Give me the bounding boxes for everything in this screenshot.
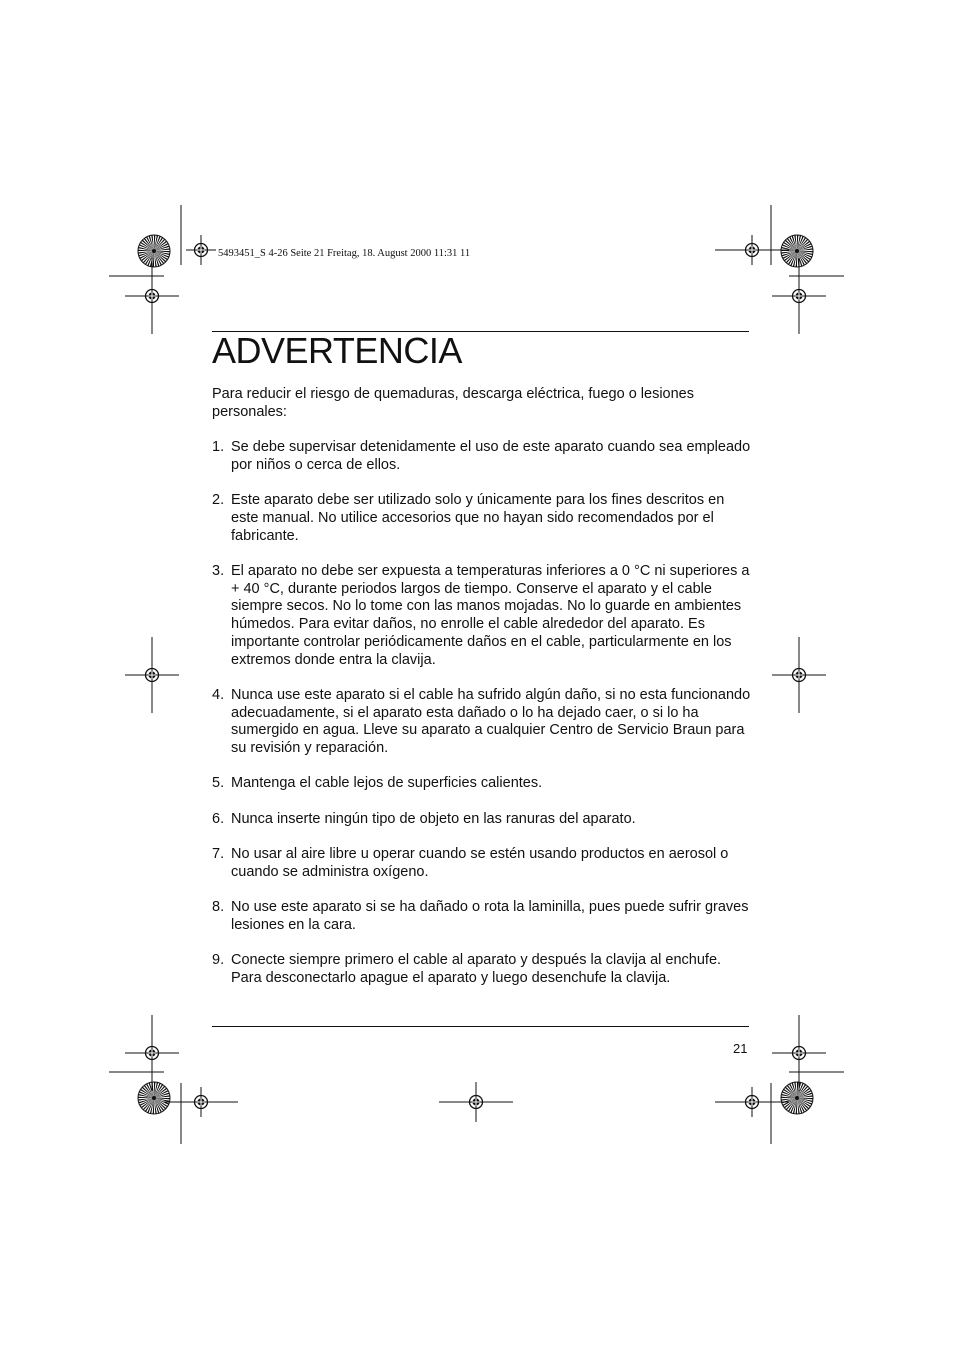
warning-item (212, 846, 752, 881)
registration-mark-icon (186, 235, 216, 265)
warning-text: No use este aparato si se ha dañado o rota la laminilla, pues puede sufrir graves lesiones en la cara. (231, 899, 749, 933)
warning-text: Se debe supervisar detenidamente el uso de este aparato cuando sea empleado por niños o cerca de ellos. (231, 439, 751, 473)
warning-number: 5. (212, 775, 225, 792)
warning-item (212, 492, 752, 545)
warning-text: Nunca use este aparato si el cable ha sufrido algún daño, si no esta funcionando adecuadamente, si el aparato esta dañado o lo ha dejado caer, o si lo ha sumergido en agua. Lleve su aparato a cualquier Centro de Servicio Braun para su revisión y reparación. (231, 686, 751, 756)
warning-item (212, 811, 752, 829)
warning-number: 4. (212, 686, 225, 703)
registration-mark-icon (125, 1015, 179, 1091)
warning-item (212, 775, 752, 793)
warning-text: Mantenga el cable lejos de superficies calientes. (231, 775, 543, 792)
registration-mark-icon (125, 258, 179, 334)
warning-number: 7. (212, 846, 225, 863)
warning-item (212, 899, 752, 934)
warning-text: Este aparato debe ser utilizado solo y únicamente para los fines descritos en este manual. No utilice accesorios que no hayan sido recomendados por el fabricante. (231, 492, 725, 544)
star-target-icon (781, 235, 813, 267)
registration-mark-icon (772, 637, 826, 713)
warning-number: 6. (212, 810, 225, 827)
registration-mark-icon (715, 1087, 789, 1117)
star-target-icon (781, 1082, 813, 1114)
warning-text: Nunca inserte ningún tipo de objeto en las ranuras del aparato. (231, 810, 636, 827)
warning-item (212, 687, 752, 758)
registration-mark-icon (715, 235, 789, 265)
star-target-icon (138, 235, 170, 267)
page-number: 21 (733, 1041, 748, 1056)
warning-number: 9. (212, 952, 225, 969)
star-target-icon (138, 1082, 170, 1114)
registration-mark-icon (772, 1015, 826, 1091)
registration-mark-icon (164, 1087, 238, 1117)
warning-text: El aparato no debe ser expuesta a temperaturas inferiores a 0 °C ni superiores a + 40 °C, durante periodos largos de tiempo. Conserve el aparato y el cable siempre secos. No lo tome con las manos mojadas. No lo guarde en ambientes húmedos. Para evitar daños, no enrolle el cable alrededor del aparato. Es importante controlar periódicamente daños en el cable, particularmente en los extremos donde entra la clavija. (231, 562, 750, 668)
warning-item (212, 563, 752, 669)
page-title: ADVERTENCIA (212, 330, 462, 371)
intro-paragraph: Para reducir el riesgo de quemaduras, descarga eléctrica, fuego o lesiones personales: (212, 386, 694, 420)
warning-item (212, 952, 752, 987)
registration-mark-icon (772, 258, 826, 334)
warning-number: 3. (212, 562, 225, 579)
warning-number: 8. (212, 899, 225, 916)
warning-item (212, 439, 752, 474)
warning-text: No usar al aire libre u operar cuando se estén usando productos en aerosol o cuando se administra oxígeno. (231, 846, 729, 880)
registration-mark-icon (439, 1082, 513, 1122)
main-content (212, 386, 752, 1005)
bottom-rule (212, 1026, 749, 1027)
print-slug: 5493451_S 4-26 Seite 21 Freitag, 18. August 2000 11:31 11 (218, 248, 471, 259)
warnings-list (212, 439, 752, 988)
registration-mark-icon (125, 637, 179, 713)
warning-text: Conecte siempre primero el cable al aparato y después la clavija al enchufe. Para desconectarlo apague el aparato y luego desenchufe la clavija. (231, 952, 722, 987)
warning-number: 1. (212, 439, 225, 456)
warning-number: 2. (212, 492, 225, 509)
